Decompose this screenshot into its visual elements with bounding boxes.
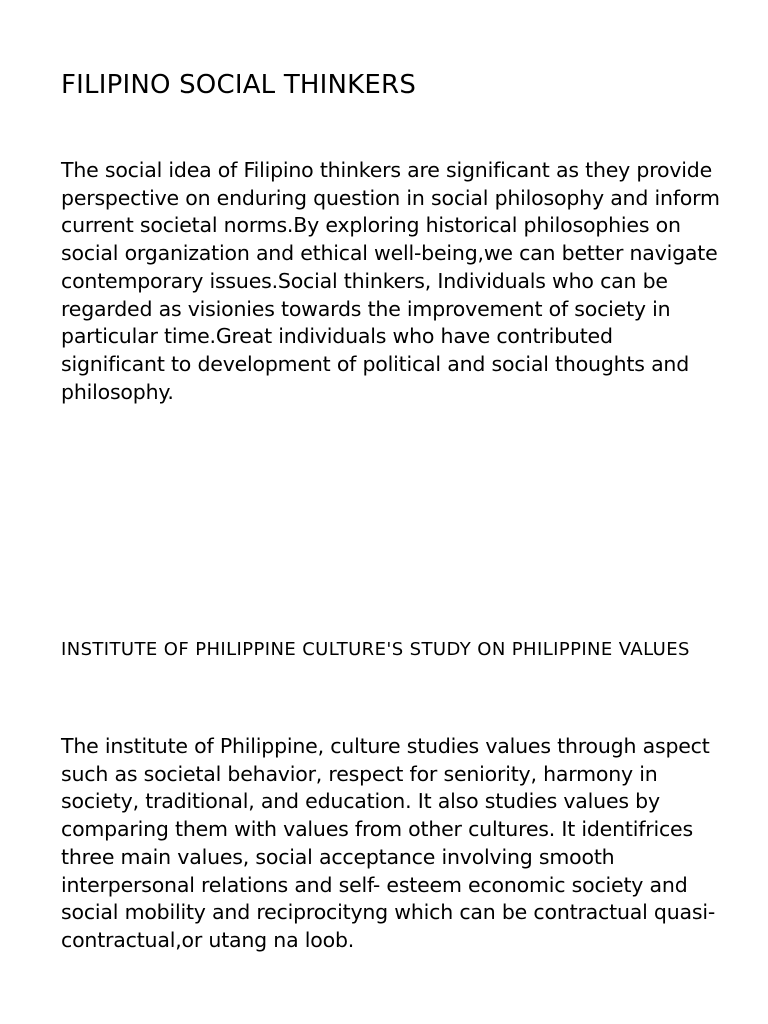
- page-title: FILIPINO SOCIAL THINKERS: [61, 70, 417, 100]
- section-paragraph: The institute of Philippine, culture studies values through aspect such as societal behavior, respect for seniority, harmony in society, traditional, and education. It also studies values by comparing them with values from other cultures. It identifrices three main values, social acceptance involving smooth interpersonal relations and self- esteem economic society and social mobility and reciprocityng which can be contractual quasi- contractual,or utang na loob.: [61, 734, 716, 952]
- section-heading: INSTITUTE OF PHILIPPINE CULTURE'S STUDY ON PHILIPPINE VALUES: [61, 639, 690, 660]
- intro-paragraph: The social idea of Filipino thinkers are significant as they provide perspective on enduring question in social philosophy and inform current societal norms.By exploring historical philosophies on social organization and ethical well-being,we can better navigate contemporary issues.Social thinkers, Individuals who can be regarded as visionies towards the improvement of society in particular time.Great individuals who have contributed significant to development of political and social thoughts and philosophy.: [61, 158, 720, 404]
